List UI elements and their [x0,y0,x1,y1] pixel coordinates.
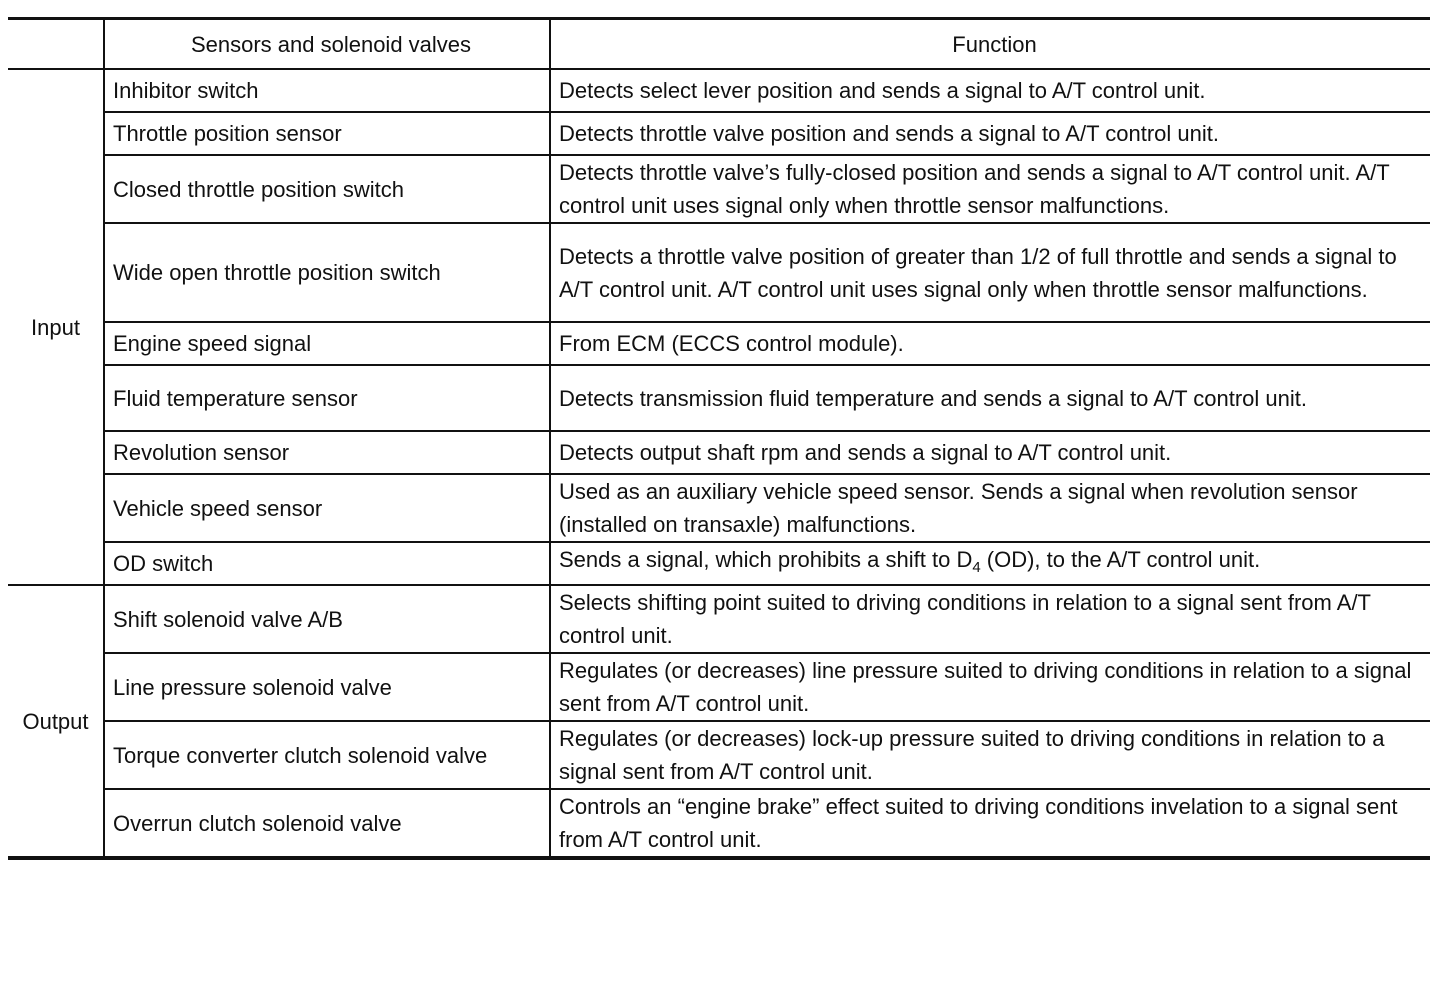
od-function-text: Sends a signal, which prohibits a shift to D [559,547,973,572]
group-label-input: Input [8,69,104,585]
header-group [8,19,104,70]
table-row [8,322,1430,365]
row-function: Selects shifting point suited to driving conditions in relation to a signal sent from A/T control unit. [550,585,1430,653]
row-function: Regulates (or decreases) lock-up pressure suited to driving conditions in relation to a signal sent from A/T control unit. [550,721,1430,789]
row-name: Overrun clutch solenoid valve [104,789,550,858]
d4-subscript: 4 [972,559,981,576]
row-function: Detects transmission fluid temperature and sends a signal to A/T control unit. [550,365,1430,431]
table-row [8,653,1430,721]
row-name: Fluid temperature sensor [104,365,550,431]
table-row [8,789,1430,858]
row-name: Line pressure solenoid valve [104,653,550,721]
table-row [8,542,1430,585]
row-name: OD switch [104,542,550,585]
group-label-output: Output [8,585,104,858]
row-name: Revolution sensor [104,431,550,474]
table-row [8,474,1430,542]
row-name: Vehicle speed sensor [104,474,550,542]
table-row [8,365,1430,431]
row-name: Engine speed signal [104,322,550,365]
table-row [8,431,1430,474]
row-function: Detects throttle valve’s fully-closed position and sends a signal to A/T control unit. A/T control unit uses signal only when throttle sensor malfunctions. [550,155,1430,223]
row-name: Wide open throttle position switch [104,223,550,322]
table-row [8,112,1430,155]
table-row [8,223,1430,322]
table-row [8,155,1430,223]
row-name: Inhibitor switch [104,69,550,112]
row-name: Throttle position sensor [104,112,550,155]
sensor-function-table [8,17,1430,860]
row-name: Closed throttle position switch [104,155,550,223]
row-function: Detects select lever position and sends a signal to A/T control unit. [550,69,1430,112]
table-row [8,721,1430,789]
row-function: From ECM (ECCS control module). [550,322,1430,365]
row-function: Regulates (or decreases) line pressure suited to driving conditions in relation to a signal sent from A/T control unit. [550,653,1430,721]
row-name: Shift solenoid valve A/B [104,585,550,653]
header-sensors: Sensors and solenoid valves [104,19,550,70]
table-row [8,69,1430,112]
row-function: Detects output shaft rpm and sends a signal to A/T control unit. [550,431,1430,474]
row-function: Used as an auxiliary vehicle speed sensor. Sends a signal when revolution sensor (installed on transaxle) malfunctions. [550,474,1430,542]
row-function [550,542,1430,585]
row-function: Controls an “engine brake” effect suited to driving conditions invelation to a signal sent from A/T control unit. [550,789,1430,858]
document-page [8,17,1430,860]
row-name: Torque converter clutch solenoid valve [104,721,550,789]
header-function: Function [550,19,1430,70]
od-function-text-end: (OD), to the A/T control unit. [980,547,1261,572]
row-function: Detects a throttle valve position of greater than 1/2 of full throttle and sends a signal to A/T control unit. A/T control unit uses signal only when throttle sensor malfunctions. [550,223,1430,322]
table-row [8,585,1430,653]
row-function: Detects throttle valve position and sends a signal to A/T control unit. [550,112,1430,155]
table-header-row [8,19,1430,70]
